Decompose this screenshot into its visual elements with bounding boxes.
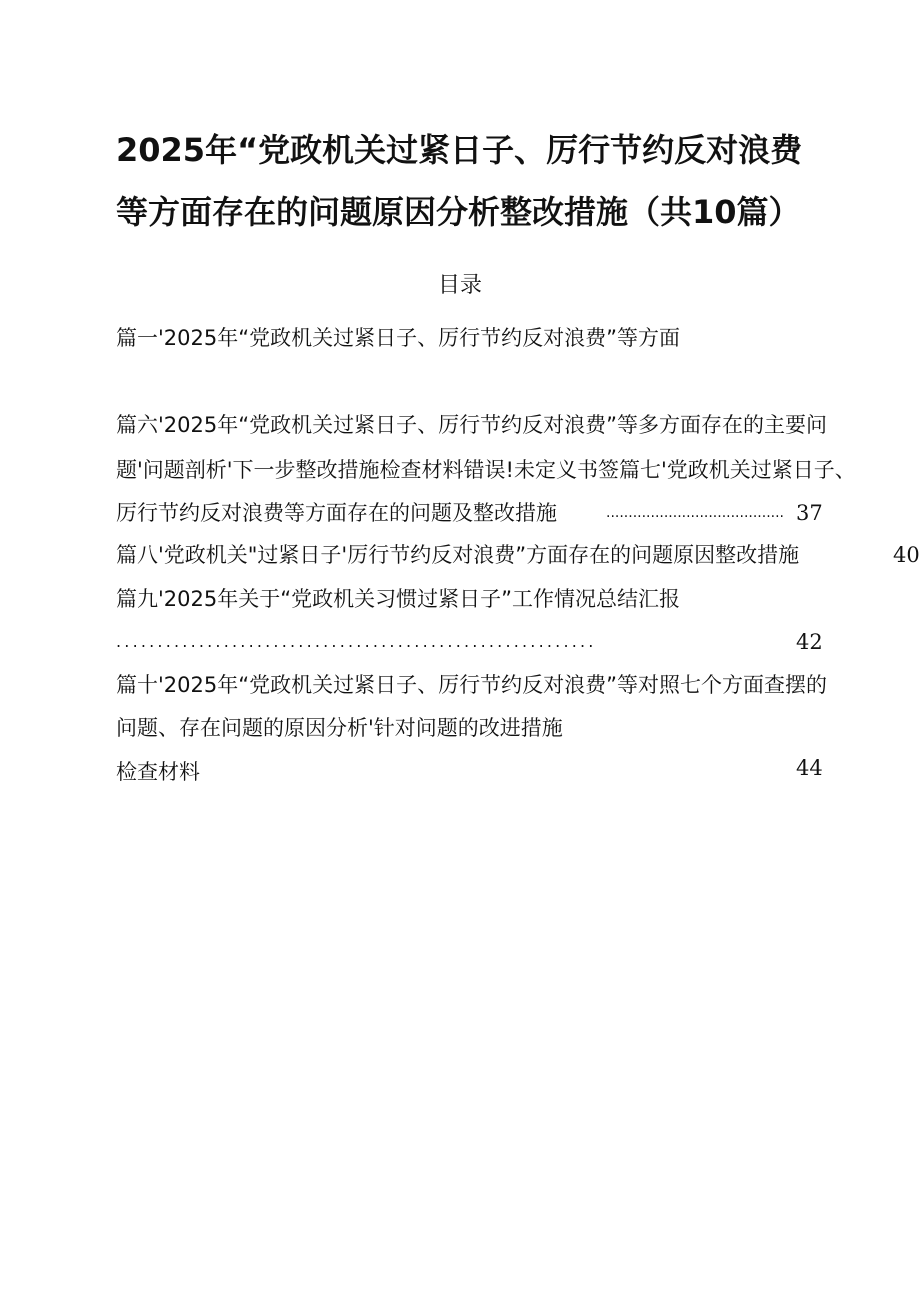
toc-entry-7-leader: ........................................	[606, 505, 785, 521]
toc-entry-10-line-1[interactable]: 篇十'2025年“党政机关过紧日子、厉行节约反对浪费”等对照七个方面查摆的	[116, 673, 827, 697]
toc-entry-10-line-3[interactable]: 检查材料	[116, 760, 200, 784]
toc-entry-10-line-2[interactable]: 问题、存在问题的原因分析'针对问题的改进措施	[116, 716, 563, 740]
toc-entry-9-leader: ..........................................................	[116, 632, 597, 651]
document-title-line-2: 等方面存在的问题原因分析整改措施（共10篇）	[116, 193, 801, 231]
toc-heading: 目录	[437, 273, 482, 298]
document-title-line-1: 2025年“党政机关过紧日子、厉行节约反对浪费	[116, 131, 803, 169]
toc-entry-8-page[interactable]: 40	[893, 543, 920, 567]
toc-entry-6-line-2[interactable]: 题'问题剖析'下一步整改措施检查材料错误!未定义书签篇七'党政机关过紧日子、	[116, 458, 856, 482]
toc-entry-9-page[interactable]: 42	[796, 630, 823, 654]
toc-entry-8[interactable]: 篇八'党政机关"过紧日子'厉行节约反对浪费”方面存在的问题原因整改措施	[116, 543, 800, 567]
toc-entry-9[interactable]: 篇九'2025年关于“党政机关习惯过紧日子”工作情况总结汇报	[116, 587, 680, 611]
toc-entry-7-line-3[interactable]: 厉行节约反对浪费等方面存在的问题及整改措施	[116, 501, 557, 525]
toc-entry-10-page[interactable]: 44	[796, 756, 823, 780]
toc-entry-6-line-1[interactable]: 篇六'2025年“党政机关过紧日子、厉行节约反对浪费”等多方面存在的主要问	[116, 413, 827, 437]
toc-entry-1[interactable]: 篇一'2025年“党政机关过紧日子、厉行节约反对浪费”等方面	[116, 326, 680, 350]
toc-entry-7-page[interactable]: 37	[796, 501, 823, 525]
